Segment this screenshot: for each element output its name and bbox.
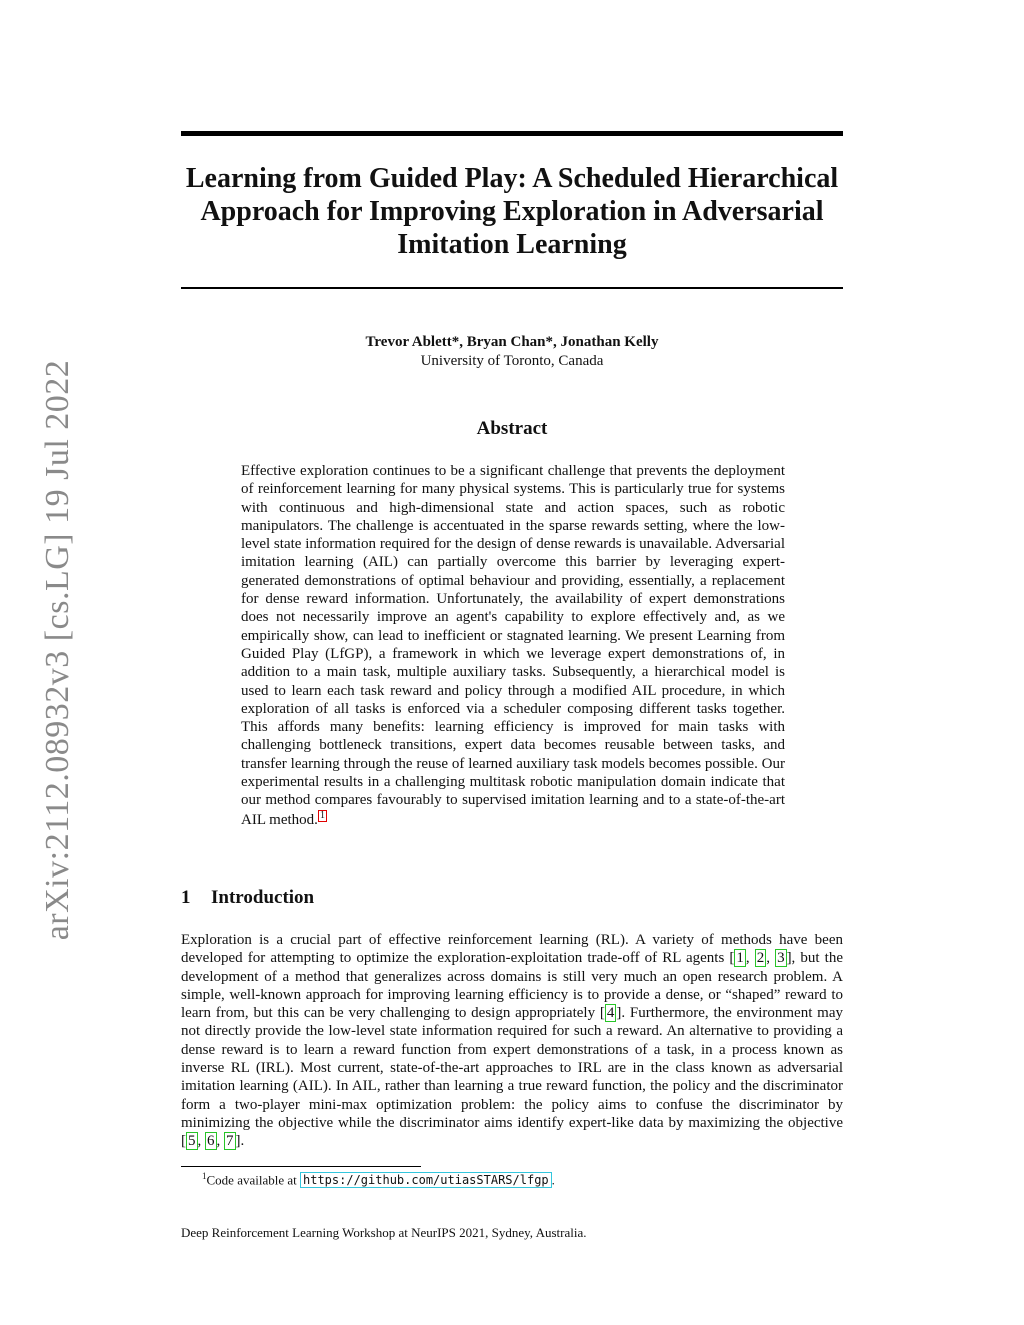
footnote-suffix: . bbox=[551, 1172, 555, 1188]
section-number: 1 bbox=[181, 887, 191, 908]
citation-link[interactable]: 3 bbox=[777, 950, 785, 967]
abstract-heading: Abstract bbox=[476, 418, 548, 439]
author-names: Trevor Ablett*, Bryan Chan*, Jonathan Kelly bbox=[365, 334, 659, 350]
abstract-text: Effective exploration continues to be a significant challenge that prevents the deployment of reinforcement learning for many physical systems. This is particularly true for systems with continuous and high-dimensional state and action spaces, such as robotic manipulators. The challenge is accentuated in the sparse rewards setting, where the low-level state information required for the design of dense rewards is unavailable. Adversarial imitation learning (AIL) can partially overcome this barrier by leveraging expert-generated demonstrations of optimal behaviour and providing, essentially, a replacement for dense reward information. Unfortunately, the availability of expert demonstrations does not necessarily improve an agent's capability to explore effectively and, as we empirically show, can lead to inefficient or stagnated learning. We present Learning from Guided Play (LfGP), a framework in which we leverage expert demonstrations of, in addition to a main task, multiple auxiliary tasks. Subsequently, a hierarchical model is used to learn each task reward and policy through a modified AIL procedure, in which exploration of all tasks is enforced via a scheduler composing different tasks together. This affords many benefits: learning efficiency is improved for main tasks with challenging bottleneck transitions, expert data becomes reusable between tasks, and transfer learning through the reuse of learned auxiliary task models becomes possible. Our experimental results in a challenging multitask robotic manipulation domain indicate that our method compares favourably to supervised imitation learning and to a state-of-the-art AIL method. bbox=[241, 463, 785, 828]
section-heading-introduction bbox=[181, 887, 314, 909]
footnote-mark: 1 bbox=[202, 1171, 207, 1181]
intro-text: ]. Furthermore, the environment may not directly provide the low-level state information required for such a reward. An alternative to providing a dense reward is to learn a reward function from expert demonstrations of a task, in a process known as inverse RL (IRL). Most current, state-of-the-art approaches to IRL are in the class known as adversarial imitation learning (AIL). In AIL, rather than learning a true reward function, the policy and the discriminator form a two-player mini-max optimization problem: the policy aims to confuse the discriminator by minimizing the objective while the discriminator aims identify expert-like data by maximizing the objective [ bbox=[181, 1005, 843, 1150]
citation-link[interactable]: 1 bbox=[736, 950, 744, 967]
author-affiliation: University of Toronto, Canada bbox=[420, 353, 604, 369]
section-title: Introduction bbox=[211, 887, 315, 908]
intro-text: ]. bbox=[235, 1133, 245, 1150]
intro-text: ], but the development of a method that generalizes across domains is still very much an open research problem. A simple, well-known approach for improving learning efficiency is to provide a dense, or “shaped” reward to learn from, but this can be very challenging to design appropriately [ bbox=[181, 950, 843, 1022]
paper-title: Learning from Guided Play: A Scheduled Hierarchical Approach for Improving Exploration in Adversarial Imitation Learning bbox=[185, 163, 839, 260]
code-url-link[interactable]: https://github.com/utiasSTARS/lfgp bbox=[300, 1172, 552, 1188]
title-bottom-rule bbox=[181, 287, 843, 289]
arxiv-stamp: arXiv:2112.08932v3 [cs.LG] 19 Jul 2022 bbox=[39, 359, 76, 941]
venue-note: Deep Reinforcement Learning Workshop at NeurIPS 2021, Sydney, Australia. bbox=[181, 1225, 587, 1240]
introduction-paragraph: Exploration is a crucial part of effective reinforcement learning (RL). A variety of methods have been developed for attempting to optimize the exploration-exploitation trade-off of RL agents [ 1 , 2 , 3 ], but the development of a method that generalizes across domains is still very much an open research problem. A simple, well-known approach for improving learning efficiency is to provide a dense, or “shaped” reward to learn from, but this can be very challenging to design appropriately [ 4 ]. Furthermore, the environment may not directly provide the low-level state information required for such a reward. An alternative to providing a dense reward is to learn a reward function from expert demonstrations of a task, in a process known as inverse RL (IRL). Most current, state-of-the-art approaches to IRL are in the class known as adversarial imitation learning (AIL). In AIL, rather than learning a true reward function, the policy and the discriminator form a two-player mini-max optimization problem: the policy aims to confuse the discriminator by minimizing the objective while the discriminator aims identify expert-like data by maximizing the objective [ 5 , 6 , 7 ]. bbox=[181, 932, 843, 1150]
citation-link[interactable]: 6 bbox=[207, 1133, 215, 1150]
footnote bbox=[202, 1171, 555, 1188]
footnote-rule bbox=[181, 1166, 421, 1167]
footnote-prefix: Code available at bbox=[206, 1172, 300, 1188]
footnote-link[interactable]: 1 bbox=[319, 809, 325, 821]
citation-link[interactable]: 5 bbox=[188, 1133, 196, 1150]
intro-text: Exploration is a crucial part of effective reinforcement learning (RL). A variety of methods have been developed for attempting to optimize the exploration-exploitation trade-off of RL agents [ bbox=[181, 932, 843, 967]
citation-link[interactable]: 2 bbox=[756, 950, 765, 967]
citation-link[interactable]: 4 bbox=[606, 1005, 615, 1022]
title-top-rule bbox=[181, 131, 843, 136]
author-block bbox=[181, 333, 843, 371]
citation-link[interactable]: 7 bbox=[226, 1133, 234, 1150]
abstract-body bbox=[241, 462, 785, 829]
